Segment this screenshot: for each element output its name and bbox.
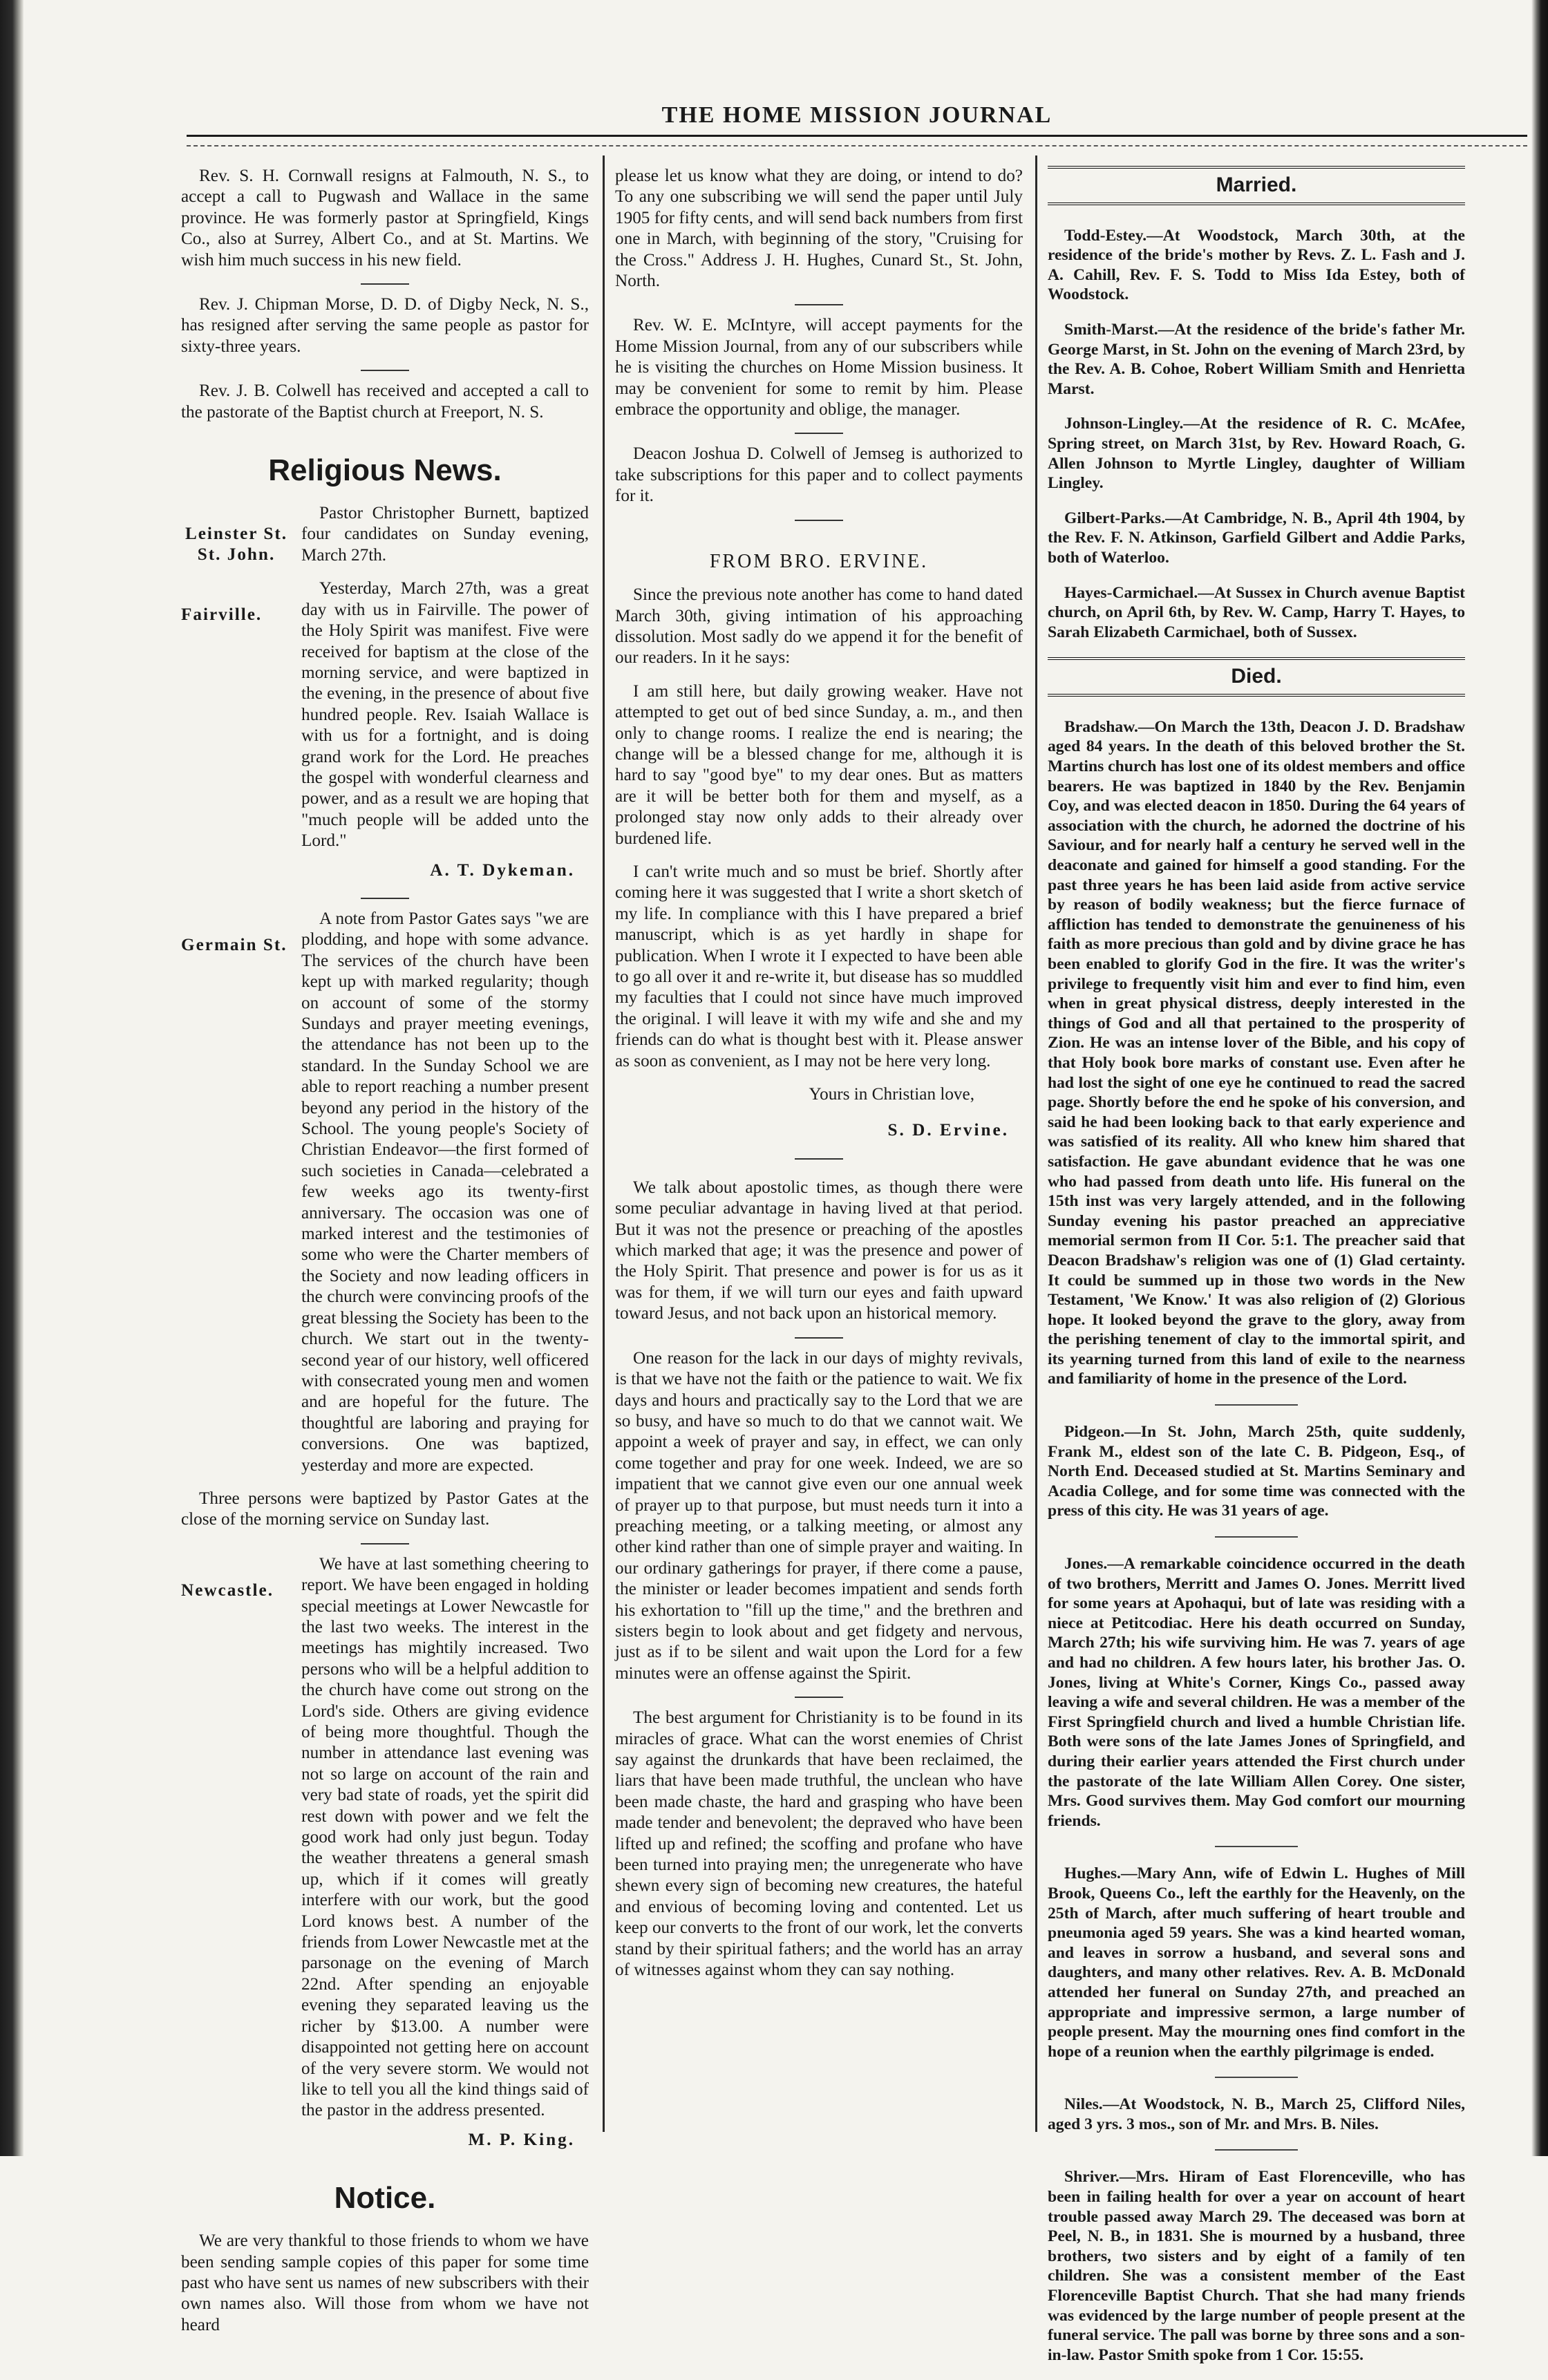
- notice-text: We are very thankful to those friends to whom we have been sending sample copies of this paper for some time past who have sent us names of new subscribers with their own names also. Will those from whom we have not heard: [181, 2231, 589, 2334]
- divider: [1215, 2077, 1298, 2078]
- died-heading: Died.: [1048, 657, 1465, 697]
- argument-paragraph: The best argument for Christianity is to be found in its miracles of grace. What can the worst enemies of Christ say against the drunkards that have been reclaimed, the liars that have been made truthful, the unclean who have been made chaste, the hard and grasping who have been made tender and benevolent; the depraved who have been lifted up and refined; the scoffing and profane who have been turned into praying men; the unregenerate who have shewn every sign of becoming new creatures, the hateful and envious of becoming loving and contented. Let us keep our converts to the front of our work, let the converts stand by their spiritual fathers; and the world has an array of witnesses against whom they can say nothing.: [615, 1708, 1023, 1980]
- divider: [1215, 1404, 1298, 1406]
- divider: [1215, 2149, 1298, 2151]
- cornwall-notice: Rev. S. H. Cornwall resigns at Falmouth, N. S., to accept a call to Pugwash and Wallace in the same province. He was formerly pastor at Springfield, Kings Co., also at Surrey, Albert Co., and at St. Martins. We wish him much success in his new field.: [181, 167, 589, 270]
- revivals-paragraph: One reason for the lack in our days of mighty revivals, is that we have not the faith or the patience to wait. We fix days and hours and practically say to the Lord that we are so busy, and have so much to do that we cannot wait. We appoint a week of prayer and say, in effect, we can only come together and pray for one week. Indeed, we are so impatient that we cannot give even our one annual week of prayer up to that purpose, but must needs turn it into a preaching meeting, or a talking meeting, or almost any other kind rather than one of simple prayer and waiting. In our ordinary gatherings for prayer, if there come a pause, the minister or leader becomes impatient and sends forth his exhortation to "fill up the time," and the brethren and sisters begin to look about and get fidgety and nervous, just as if to be silent and wait upon the Lord for a few minutes were an offense against the Spirit.: [615, 1348, 1023, 1683]
- religious-news-heading: Religious News.: [268, 453, 502, 488]
- divider: [795, 433, 843, 434]
- masthead-rule: [187, 135, 1527, 147]
- germain-label: Germain St.: [181, 935, 287, 954]
- newcastle-label: Newcastle.: [181, 1580, 274, 1600]
- divider: [795, 520, 843, 521]
- obituary: Niles.—At Woodstock, N. B., March 25, Clifford Niles, aged 3 yrs. 3 mos., son of Mr. and Mrs. B. Niles.: [1048, 2095, 1465, 2133]
- ervine-letter-2: I can't write much and so must be brief. Shortly after coming here it was suggested that I write a short sketch of my life. In compliance with this I have prepared a brief manuscript, which is as yet hardly in shape for publication. When I wrote it I expected to have been able to go all over it and re-write it, but disease has so muddled my faculties that I could not since have much improved the original. I will leave it with my wife and she and my friends can do what is thought best with it. Please answer as soon as convenient, as I may not be here very long.: [615, 862, 1023, 1070]
- marriage-notice: Hayes-Carmichael.—At Sussex in Church avenue Baptist church, on April 6th, by Rev. W. Camp, Harry T. Hayes, to Sarah Elizabeth Carmichael, both of Sussex.: [1048, 583, 1465, 641]
- fairville-text: Yesterday, March 27th, was a great day with us in Fairville. The power of the Holy Spirit was manifest. Five were received for baptism at the close of the morning service, and were baptized in the evening, in the presence of about five hundred people. Rev. Isaiah Wallace is with us for a fortnight, and is doing grand work for the Lord. He preaches the gospel with wonderful clearness and power, and as a result we are hoping that "much people will be added unto the Lord.": [301, 579, 589, 851]
- germain-text: A note from Pastor Gates says "we are plodding, and hope with some advance. The services of the church have been kept up with marked regularity; though on account of some of the stormy Sundays and prayer meeting evenings, the attendance has not been up to the standard. In the Sunday School we are able to report reaching a number present beyond any period in the history of the School. The young people's Society of Christian Endeavor—the first formed of such societies in Canada—celebrated a few weeks ago its twenty-first anniversary. The occasion was one of marked interest and the testimonies of some who were the Charter members of the Society and now leading officers in the church were convincing proofs of the great blessing the Society has been to the church. We start out in the twenty-second year of our history, well officered with consecrated young men and women and are hopeful for the future. The thoughtful are laboring and praying for conversions. One was baptized, yesterday and more are expected.: [301, 909, 589, 1475]
- obituary: Hughes.—Mary Ann, wife of Edwin L. Hughes of Mill Brook, Queens Co., left the earthly for the Heavenly, on the 25th of March, after much suffering of heart trouble and pneumonia aged 59 years. She was a kind hearted woman, and leaves in sorrow a husband, and several sons and daughters, and many other relatives. Rev. A. B. McDonald attended her funeral on Sunday 27th, and preached an appropriate and impressive sermon, a large number of people present. May the mourning ones find comfort in the hope of a reunion when the earthly pilgrimage is ended.: [1048, 1864, 1465, 2061]
- marriage-notice: Smith-Marst.—At the residence of the bride's father Mr. George Marst, in St. John on the evening of March 23rd, by the Rev. A. B. Cohoe, Robert William Smith and Henrietta Marst.: [1048, 320, 1465, 398]
- obituary: Jones.—A remarkable coincidence occurred in the death of two brothers, Merritt and James O. Jones. Merritt lived for some years at Apohaqui, but of late was residing with a niece at Petitcodiac. Here his death occurred on Sunday, March 27th; his wife surviving him. He was 7. years of age and had no children. A few hours later, his brother Jas. O. Jones, living at White's Corner, Kings Co., passed away leaving a wife and several children. He was a member of the First Springfield church and lived a humble Christian life. Both were sons of the late James Jones of Springfield, and during their earlier years attended the First church under the pastorate of the late William Allen Corey. One sister, Mrs. Good survives them. May God comfort our mourning friends.: [1048, 1555, 1465, 1830]
- column-middle: [615, 166, 1023, 1993]
- fairville-item: [181, 578, 589, 864]
- jemseg-notice: Deacon Joshua D. Colwell of Jemseg is authorized to take subscriptions for this paper and to collect payments for it.: [615, 444, 1023, 506]
- masthead: THE HOME MISSION JOURNAL: [661, 102, 1053, 128]
- ervine-heading: FROM BRO. ERVINE.: [709, 550, 929, 572]
- leinster-label: Leinster St. St. John.: [185, 525, 288, 565]
- germain-item: [181, 909, 589, 1489]
- fairville-signature: A. T. Dykeman.: [430, 860, 575, 880]
- leinster-item: [181, 503, 589, 578]
- leinster-text: Pastor Christopher Burnett, baptized four candidates on Sunday evening, March 27th.: [301, 504, 589, 565]
- page-edge-shadow: [1531, 0, 1548, 2156]
- mcintyre-notice: Rev. W. E. McIntyre, will accept payments for the Home Mission Journal, from any of our subscribers while he is visiting the churches on Home Mission business. It may be convenient for some to remit by him. Please embrace the opportunity and oblige, the manager.: [615, 316, 1023, 419]
- column-divider: [603, 155, 605, 2132]
- married-heading: Married.: [1048, 166, 1465, 205]
- marriage-notice: Johnson-Lingley.—At the residence of R. C. McAfee, Spring street, on March 31st, by Rev. Howard Roach, G. Allen Johnson to Myrtle Lingley, daughter of William Lingley.: [1048, 415, 1465, 493]
- ervine-signature: S. D. Ervine.: [887, 1121, 1009, 1140]
- morse-notice: Rev. J. Chipman Morse, D. D. of Digby Neck, N. S., has resigned after serving the same people as pastor for sixty-three years.: [181, 295, 589, 356]
- column-left: [181, 166, 589, 2348]
- divider: [361, 1543, 409, 1545]
- divider: [361, 370, 409, 371]
- ervine-intro: Since the previous note another has come to hand dated March 30th, giving intimation of his approaching dissolution. Most sadly do we append it for the benefit of our readers. In it he says:: [615, 585, 1023, 668]
- marriage-notice: Gilbert-Parks.—At Cambridge, N. B., April 4th 1904, by the Rev. F. N. Atkinson, Garfield Gilbert and Addie Parks, both of Waterloo.: [1048, 509, 1465, 567]
- divider: [361, 283, 409, 285]
- newcastle-item: [181, 1554, 589, 2134]
- ervine-letter-1: I am still here, but daily growing weaker. Have not attempted to get out of bed since Sunday, a. m., and then only to change rooms. I realize the end is nearing; the change will be a blessed change for me, although it is hard to say "good bye" to my dear ones. But as matters are it will be better both for them and myself, as a prolonged stay now only adds to their already over burdened life.: [615, 681, 1023, 848]
- obituary: Pidgeon.—In St. John, March 25th, quite suddenly, Frank M., eldest son of the late C. B. Pidgeon, Esq., of North End. Deceased studied at St. Martins Seminary and Acadia College, and for some time was connected with the press of this city. He was 31 years of age.: [1048, 1423, 1465, 1520]
- column-right: [1048, 166, 1465, 2380]
- marriage-notice: Todd-Estey.—At Woodstock, March 30th, at the residence of the bride's mother by Revs. Z. L. Fash and J. A. Cahill, Rev. F. S. Todd to Miss Ida Estey, both of Woodstock.: [1048, 226, 1465, 304]
- newcastle-text: We have at last something cheering to report. We have been engaged in holding special meetings at Lower Newcastle for the last two weeks. The interest in the meetings has mightily increased. Two persons who will be a helpful addition to the church have come out strong on the Lord's side. Others are giving evidence of being more thoughtful. Though the number in attendance last evening was not so large on account of the rain and very bad state of roads, yet the spirit did rest down with power and we felt the good work had only just begun. Today the weather threatens a general smash up, which if it comes will greatly interfere with our work, but the good Lord knows best. A number of the friends from Lower Newcastle met at the parsonage on the evening of March 22nd. After spending an enjoyable evening they separated leaving us the richer by $13.00. A number were disappointed not getting here on account of the very severe storm. We would not like to tell you all the kind things said of the pastor in the address presented.: [301, 1554, 589, 2120]
- notice-heading: Notice.: [334, 2181, 436, 2216]
- ervine-closing: Yours in Christian love,: [809, 1085, 974, 1104]
- fairville-label: Fairville.: [181, 605, 263, 625]
- divider: [1215, 1846, 1298, 1847]
- divider: [1215, 1536, 1298, 1538]
- colwell-notice: Rev. J. B. Colwell has received and accepted a call to the pastorate of the Baptist church at Freeport, N. S.: [181, 381, 589, 422]
- page-binding-shadow: [0, 0, 23, 2156]
- divider: [795, 1158, 843, 1160]
- newcastle-signature: M. P. King.: [468, 2130, 575, 2149]
- column-divider: [1035, 155, 1037, 2132]
- subscription-text: please let us know what they are doing, or intend to do? To any one subscribing we will send the paper until July 1905 for fifty cents, and will send back numbers from first one in March, with beginning of the story, "Cruising for the Cross." Address J. H. Hughes, Cunard St., St. John, North.: [615, 167, 1023, 291]
- germain-extra: Three persons were baptized by Pastor Gates at the close of the morning service on Sunday last.: [181, 1489, 589, 1529]
- divider: [795, 304, 843, 305]
- divider: [795, 1697, 843, 1698]
- obituary: Bradshaw.—On March the 13th, Deacon J. D. Bradshaw aged 84 years. In the death of this beloved brother the St. Martins church has lost one of its oldest members and office bearers. He was baptized in 1840 by the Rev. Benjamin Coy, and was elected deacon in 1850. During the 64 years of association with the church, he adorned the doctrine of his Saviour, and for nearly half a century he served well in the deaconate and gained for himself a good standing. For the past three years he has been laid aside from active service by reason of bodily weakness; but the fierce furnace of affliction has tended to demonstrate the genuineness of his faith as more precious than gold and by divine grace he has been enabled to glorify God in the fire. It was the writer's privilege to frequently visit him and ever to find him, even when in great physical distress, deeply interested in the things of God and all that pertained to the prosperity of Zion. He was an intense lover of the Bible, and his copy of that Holy book bore marks of constant use. Even after he had lost the sight of one eye he continued to read the sacred page. Shortly before the end he spoke of his conversion, and said he had been looking back to that early experience and was satisfied of its reality. All who knew him shared that satisfaction. He gave abundant evidence that he was one who had passed from death unto life. His funeral on the 15th inst was very largely attended, and in the following Sunday evening his pastor preached an appreciative memorial sermon from II Cor. 5:1. The preacher said that Deacon Bradshaw's religion was one of (1) Glad certainty. It could be summed up in those two words in the New Testament, 'We Know.' It was also religion of (2) Glorious hope. It looked beyond the grave to the glory, away from the perishing tenement of clay to the immortal spirit, and its yearning turned from this land of exile to the nearness and familiarity of home in the presence of the Lord.: [1048, 717, 1465, 1388]
- divider: [361, 898, 409, 899]
- obituary: Shriver.—Mrs. Hiram of East Florenceville, who has been in failing health for over a year on account of heart trouble passed away March 29. The deceased was born at Peel, N. B., in 1831. She is mourned by a husband, three brothers, two sisters and by eight of a family of ten children. She was a consistent member of the East Florenceville Baptist Church. That she had many friends was evidenced by the large number of people present at the funeral service. The pall was borne by three sons and a son-in-law. Pastor Smith spoke from 1 Cor. 15:55.: [1048, 2168, 1465, 2364]
- divider: [795, 1337, 843, 1339]
- apostolic-paragraph: We talk about apostolic times, as though there were some peculiar advantage in having lived at that period. But it was not the presence or preaching of the apostles which marked that age; it was the presence and power of the Holy Spirit. That presence and power is for us as it was for them, if we will turn our eyes and faith upward toward Jesus, and not back upon an historical memory.: [615, 1178, 1023, 1323]
